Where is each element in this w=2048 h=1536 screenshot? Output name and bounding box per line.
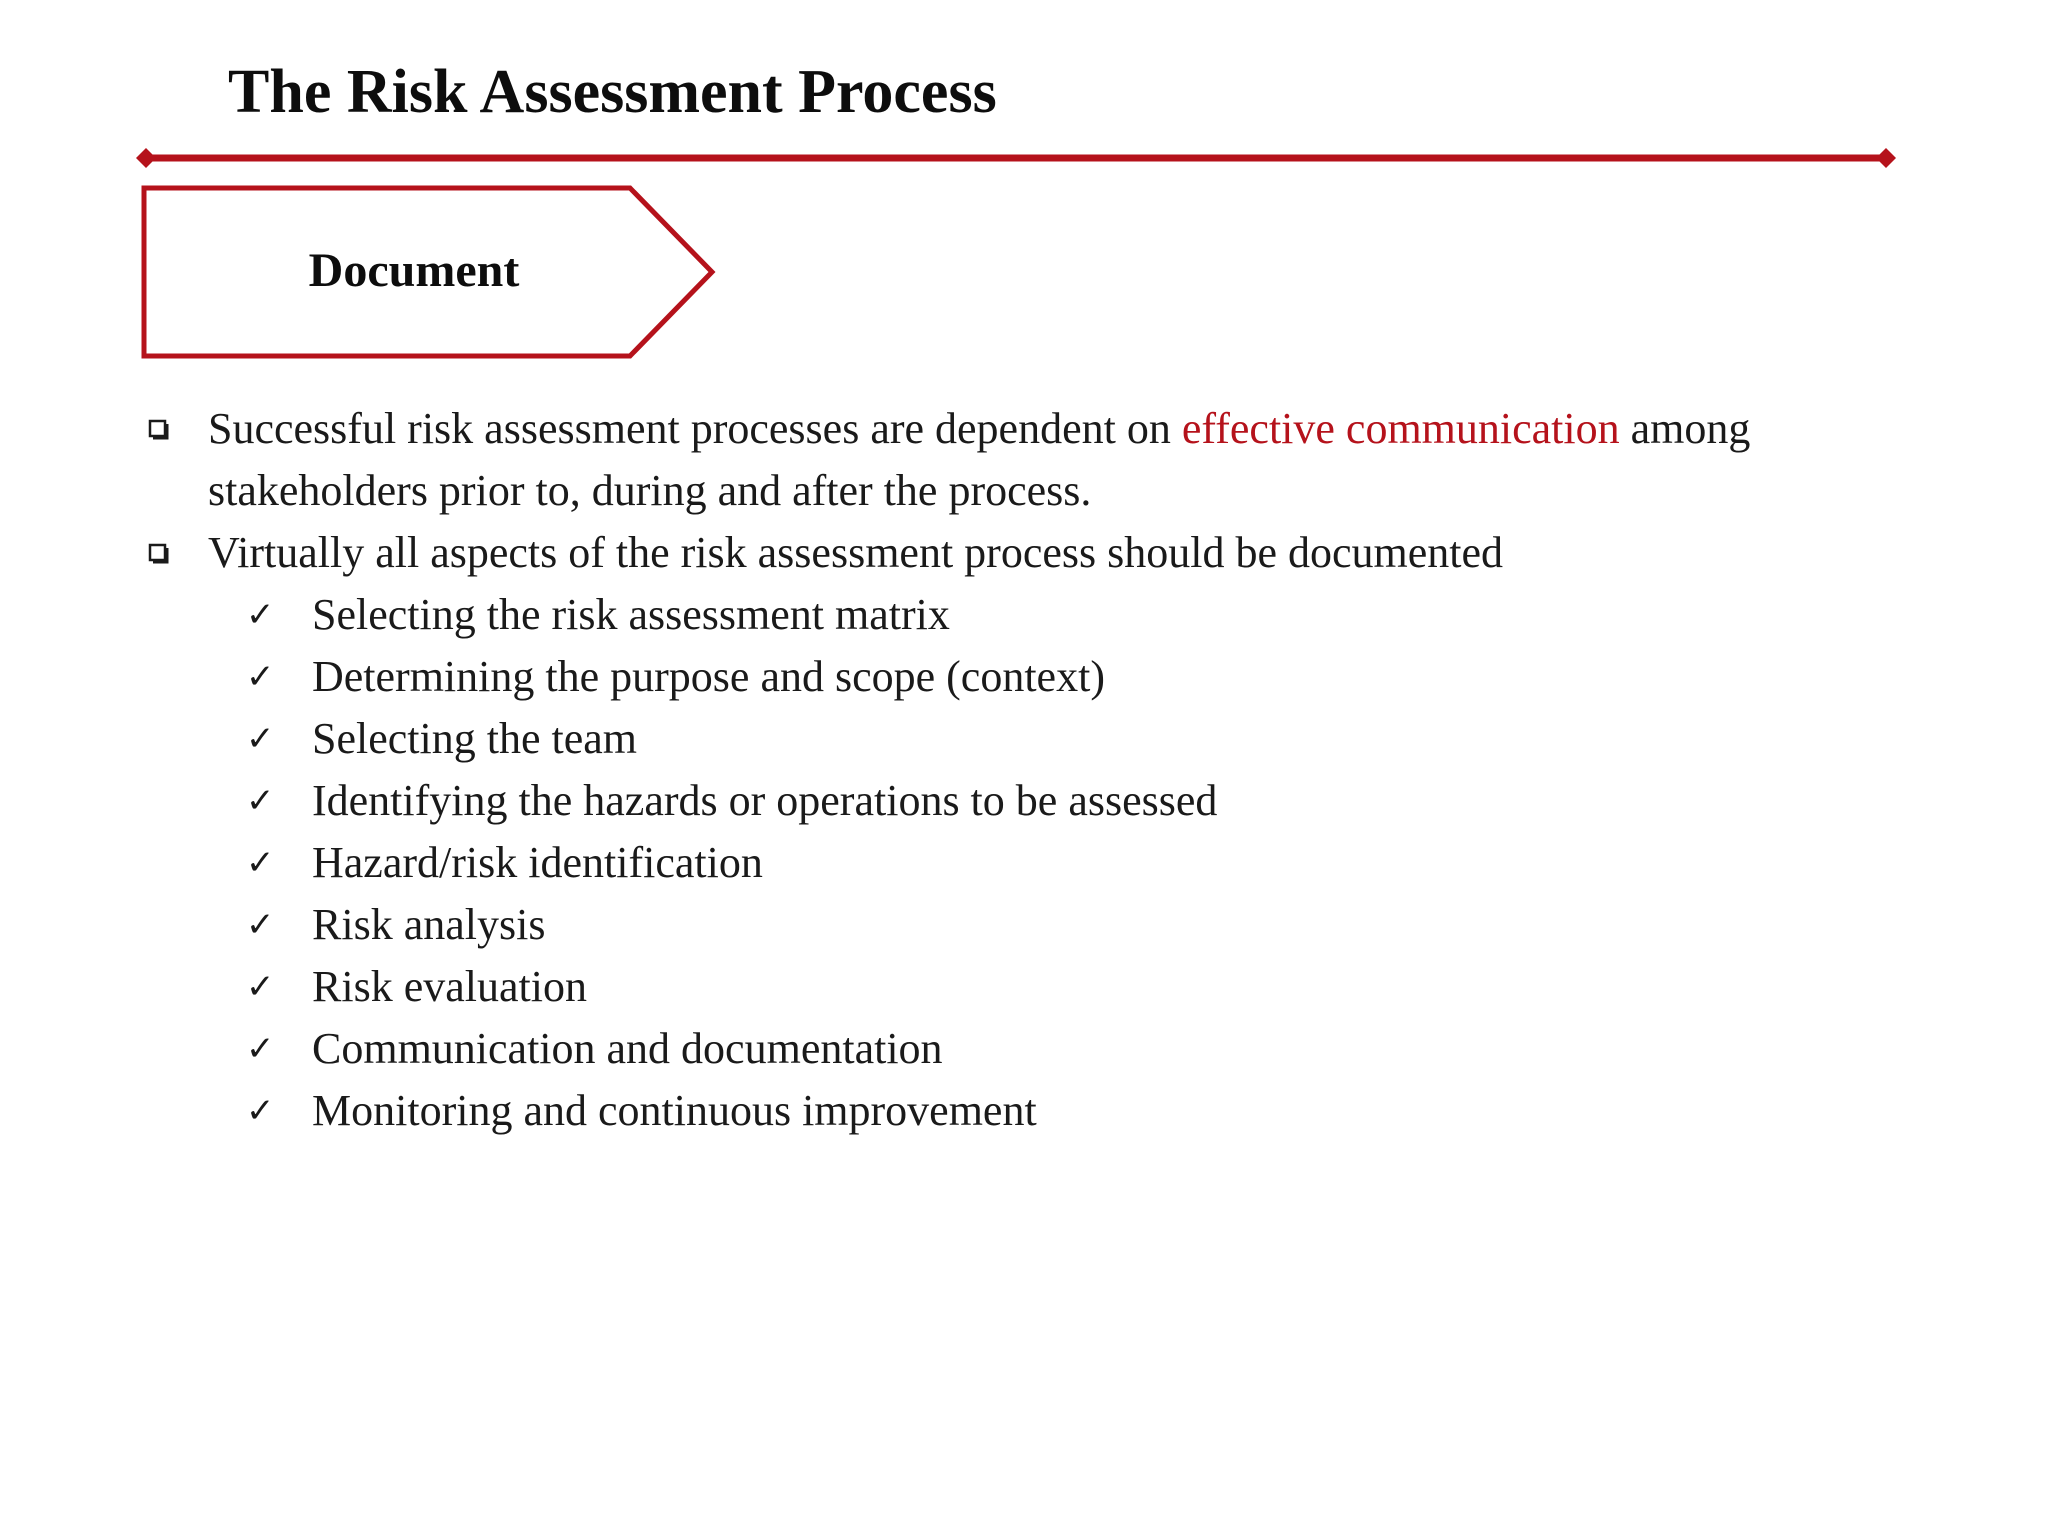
checklist-item — [246, 1080, 1864, 1142]
checkmark-icon: ✓ — [246, 967, 275, 1007]
slide-title: The Risk Assessment Process — [228, 58, 997, 126]
checkmark-icon: ✓ — [246, 1091, 275, 1131]
square-bullet-icon — [148, 543, 170, 565]
checklist — [144, 584, 1864, 1142]
checkmark-icon: ✓ — [246, 781, 275, 821]
bullet-item — [144, 398, 1864, 522]
bullet-text: Virtually all aspects of the risk assessment process should be documented — [208, 528, 1504, 577]
checkmark-icon: ✓ — [246, 1029, 275, 1069]
slide-content — [144, 398, 1864, 1142]
title-divider — [136, 140, 1896, 176]
bullet-highlight: effective communication — [1181, 404, 1620, 453]
checklist-item-text: Monitoring and continuous improvement — [312, 1086, 1037, 1135]
checkmark-icon: ✓ — [246, 595, 275, 635]
checklist-item-text: Risk evaluation — [312, 962, 587, 1011]
checklist-item-text: Communication and documentation — [312, 1024, 943, 1073]
checklist-item-text: Identifying the hazards or operations to be assessed — [312, 776, 1218, 825]
checklist-item-text: Risk analysis — [312, 900, 546, 949]
checklist-item — [246, 956, 1864, 1018]
divider-diamond-right-icon — [1876, 148, 1896, 168]
checkmark-icon: ✓ — [246, 719, 275, 759]
checklist-item — [246, 832, 1864, 894]
bullet-item — [144, 522, 1864, 584]
bullet-text-end: among stakeholders prior to, during and after the process. — [208, 404, 1751, 515]
checklist-item-text: Hazard/risk identification — [312, 838, 763, 887]
checklist-item — [246, 894, 1864, 956]
checklist-item — [246, 1018, 1864, 1080]
square-bullet-icon — [148, 419, 170, 441]
checkmark-icon: ✓ — [246, 657, 275, 697]
step-label: Document — [308, 243, 520, 297]
checkmark-icon: ✓ — [246, 905, 275, 945]
checklist-item — [246, 770, 1864, 832]
checklist-item-text: Determining the purpose and scope (context) — [312, 652, 1105, 701]
checklist-item — [246, 646, 1864, 708]
checklist-item — [246, 584, 1864, 646]
checklist-item-text: Selecting the team — [312, 714, 637, 763]
checklist-item — [246, 708, 1864, 770]
checklist-item-text: Selecting the risk assessment matrix — [312, 590, 950, 639]
divider-diamond-left-icon — [136, 148, 156, 168]
checkmark-icon: ✓ — [246, 843, 275, 883]
bullet-text: Successful risk assessment processes are dependent on — [208, 404, 1182, 453]
